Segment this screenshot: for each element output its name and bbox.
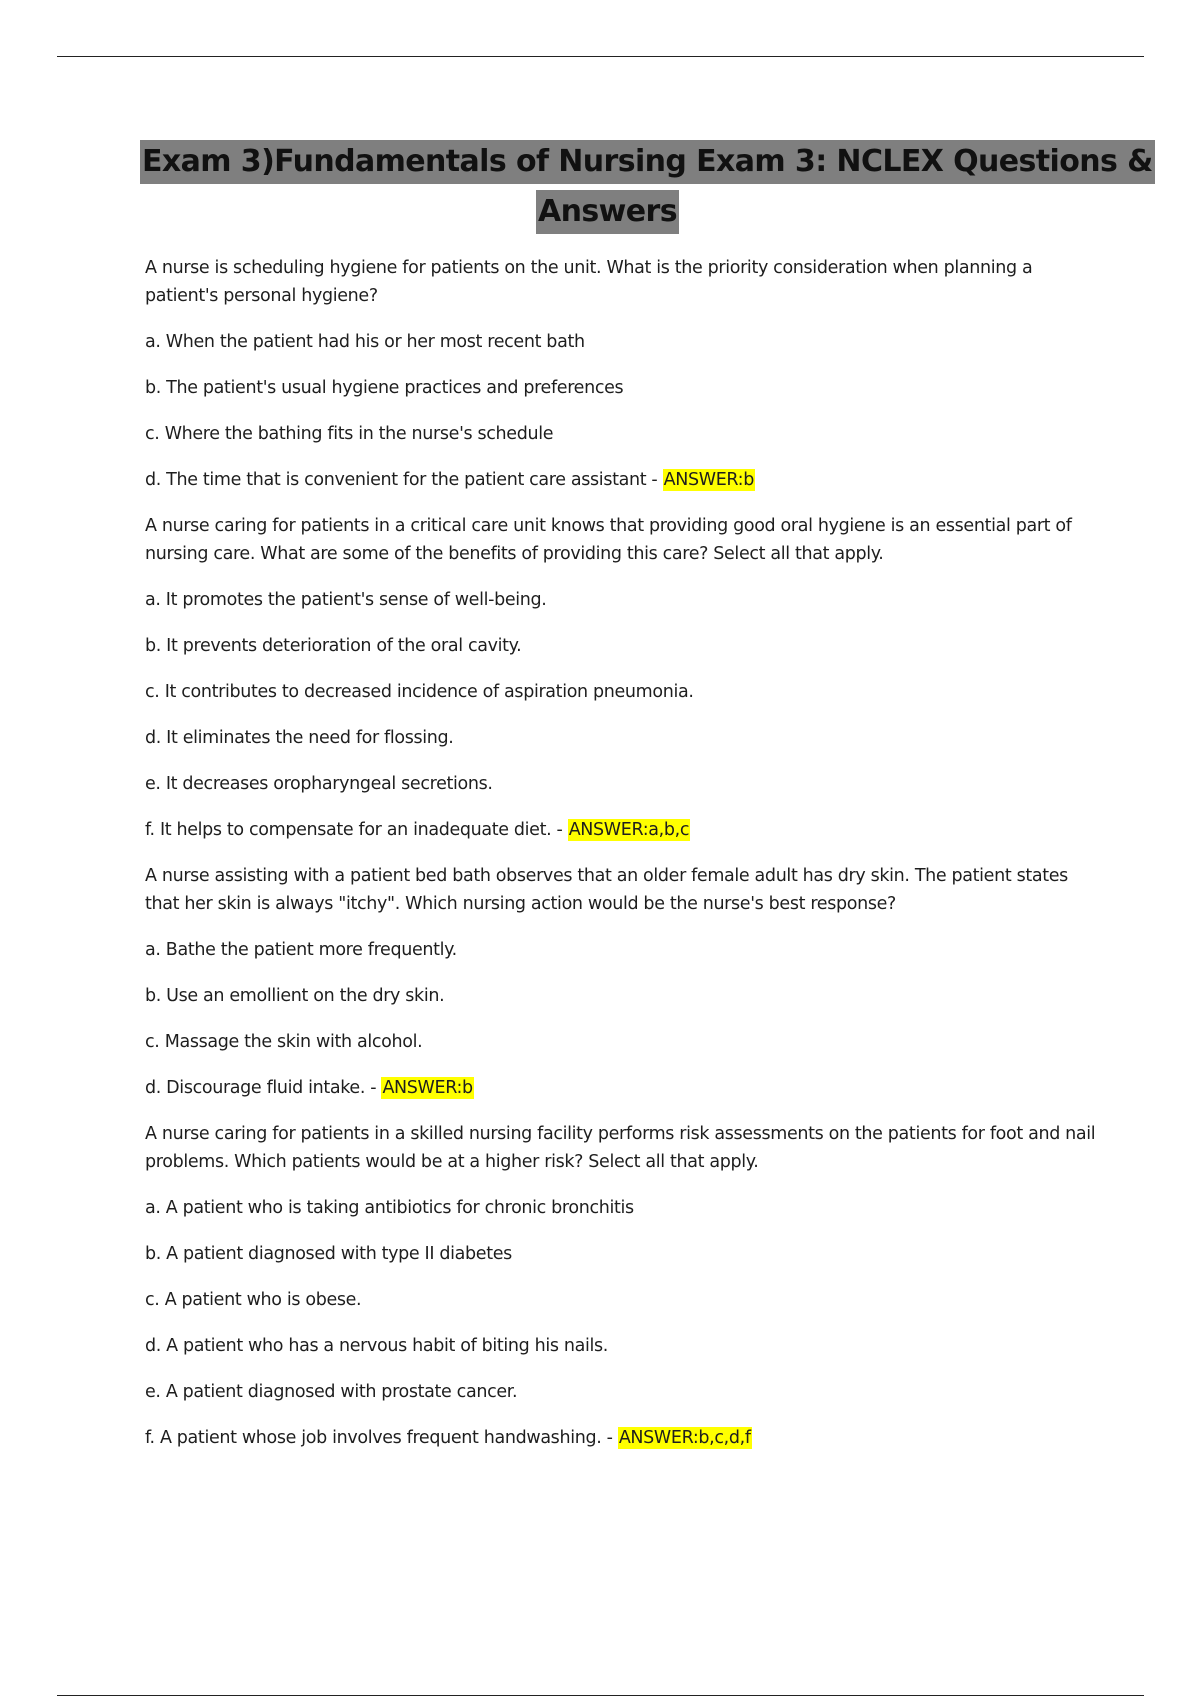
option-d: d. Discourage fluid intake. - bbox=[145, 1078, 382, 1098]
option-b: b. The patient's usual hygiene practices and preferences bbox=[145, 378, 624, 398]
option-a: a. It promotes the patient's sense of well-being. bbox=[145, 590, 547, 610]
option-e: e. A patient diagnosed with prostate cancer. bbox=[145, 1382, 518, 1402]
option-a: a. When the patient had his or her most recent bath bbox=[145, 332, 585, 352]
option-f-with-answer bbox=[145, 1424, 1100, 1452]
bottom-rule bbox=[57, 1695, 1144, 1696]
option-c: c. Where the bathing fits in the nurse's schedule bbox=[145, 424, 554, 444]
option-f-with-answer bbox=[145, 816, 1100, 844]
answer-key: ANSWER:b,c,d,f bbox=[618, 1428, 751, 1448]
question-3 bbox=[145, 862, 1100, 1102]
answer-key: ANSWER:b bbox=[663, 470, 754, 490]
option-d: d. The time that is convenient for the patient care assistant - bbox=[145, 470, 663, 490]
question-1 bbox=[145, 254, 1100, 494]
title-line-2: Answers bbox=[536, 190, 679, 234]
option-c: c. It contributes to decreased incidence of aspiration pneumonia. bbox=[145, 682, 694, 702]
document-title bbox=[140, 140, 1153, 234]
option-d: d. It eliminates the need for flossing. bbox=[145, 728, 454, 748]
option-f: f. It helps to compensate for an inadequate diet. - bbox=[145, 820, 568, 840]
option-b: b. It prevents deterioration of the oral cavity. bbox=[145, 636, 522, 656]
question-stem: A nurse caring for patients in a skilled nursing facility performs risk assessments on the patients for foot and nail problems. Which patients would be at a higher risk? Select all that apply. bbox=[145, 1124, 1096, 1172]
question-4 bbox=[145, 1120, 1100, 1452]
option-d-with-answer bbox=[145, 1074, 1100, 1102]
question-list bbox=[145, 254, 1100, 1470]
option-b: b. Use an emollient on the dry skin. bbox=[145, 986, 445, 1006]
option-f: f. A patient whose job involves frequent handwashing. - bbox=[145, 1428, 618, 1448]
top-rule bbox=[57, 56, 1144, 57]
option-c: c. Massage the skin with alcohol. bbox=[145, 1032, 423, 1052]
title-line-1: Exam 3)Fundamentals of Nursing Exam 3: NCLEX Questions & bbox=[140, 140, 1155, 184]
question-2 bbox=[145, 512, 1100, 844]
answer-key: ANSWER:a,b,c bbox=[568, 820, 690, 840]
question-stem: A nurse is scheduling hygiene for patients on the unit. What is the priority consideration when planning a patient's personal hygiene? bbox=[145, 258, 1033, 306]
option-d-with-answer bbox=[145, 466, 1100, 494]
option-c: c. A patient who is obese. bbox=[145, 1290, 362, 1310]
question-stem: A nurse caring for patients in a critical care unit knows that providing good oral hygiene is an essential part of nursing care. What are some of the benefits of providing this care? Select all that apply. bbox=[145, 516, 1072, 564]
option-a: a. Bathe the patient more frequently. bbox=[145, 940, 457, 960]
option-d: d. A patient who has a nervous habit of biting his nails. bbox=[145, 1336, 608, 1356]
option-e: e. It decreases oropharyngeal secretions. bbox=[145, 774, 493, 794]
option-b: b. A patient diagnosed with type II diabetes bbox=[145, 1244, 512, 1264]
question-stem: A nurse assisting with a patient bed bath observes that an older female adult has dry skin. The patient states that her skin is always "itchy". Which nursing action would be the nurse's best response? bbox=[145, 866, 1068, 914]
answer-key: ANSWER:b bbox=[382, 1078, 473, 1098]
option-a: a. A patient who is taking antibiotics for chronic bronchitis bbox=[145, 1198, 634, 1218]
